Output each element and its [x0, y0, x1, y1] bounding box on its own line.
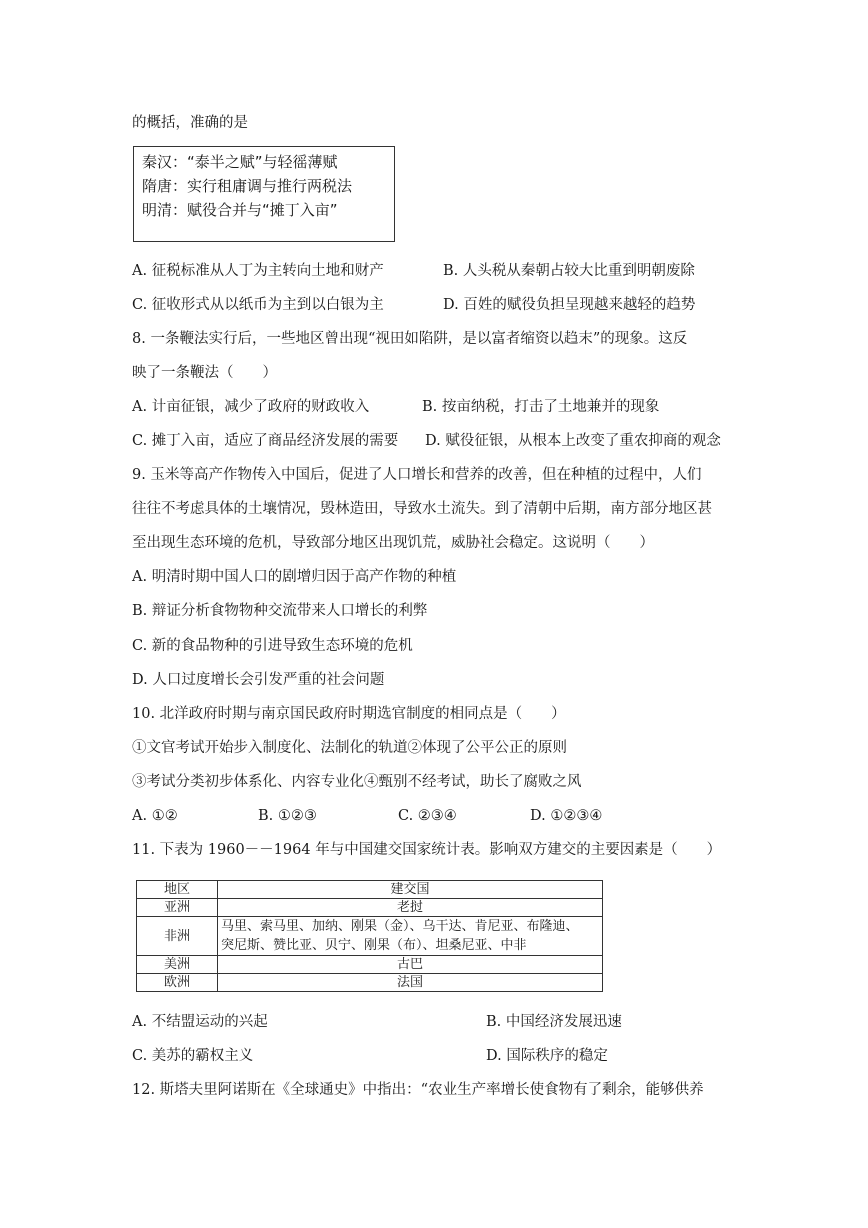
- table-header-row: [137, 881, 603, 899]
- table-cell-countries: 老挝: [218, 899, 603, 917]
- table-cell-region: 亚洲: [137, 899, 218, 917]
- q10-stem: 10. 北洋政府时期与南京国民政府时期选官制度的相同点是（ ）: [132, 706, 566, 722]
- q8-stem-line2: 映了一条鞭法（ ）: [132, 365, 277, 381]
- summary-line-suitang: 隋唐：实行租庸调与推行两税法: [142, 177, 353, 195]
- q7-option-a: A. 征税标准从人丁为主转向土地和财产: [132, 263, 384, 279]
- q8-option-c: C. 摊丁入亩，适应了商品经济发展的需要: [132, 433, 399, 449]
- summary-box: [133, 146, 395, 242]
- q8-option-b: B. 按亩纳税，打击了土地兼并的现象: [422, 399, 660, 415]
- table-cell-countries: 法国: [218, 974, 603, 992]
- table-cell-region: 非洲: [137, 917, 218, 956]
- q10-option-b: B. ①②③: [258, 808, 317, 824]
- q8-option-d: D. 赋役征银，从根本上改变了重农抑商的观念: [425, 433, 721, 449]
- diplomatic-relations-table: [136, 880, 603, 992]
- table-row: [137, 974, 603, 992]
- q9-stem-line2: 往往不考虑具体的土壤情况，毁林造田，导致水土流失。到了清朝中后期，南方部分地区甚: [132, 501, 712, 517]
- q10-option-d: D. ①②③④: [530, 808, 603, 824]
- q10-option-a: A. ①②: [132, 808, 178, 824]
- q11-option-a: A. 不结盟运动的兴起: [132, 1014, 268, 1030]
- q9-option-d: D. 人口过度增长会引发严重的社会问题: [132, 672, 385, 688]
- q10-option-c: C. ②③④: [398, 808, 457, 824]
- summary-line-mingqing: 明清：赋役合并与“摊丁入亩”: [142, 201, 338, 219]
- q7-option-c: C. 征收形式从以纸币为主到以白银为主: [132, 297, 384, 313]
- q9-stem-line1: 9. 玉米等高产作物传入中国后，促进了人口增长和营养的改善，但在种植的过程中，人们: [132, 467, 702, 483]
- q8-option-a: A. 计亩征银，减少了政府的财政收入: [132, 399, 370, 415]
- table-header-region: 地区: [137, 881, 218, 899]
- q9-option-a: A. 明清时期中国人口的剧增归因于高产作物的种植: [132, 569, 457, 585]
- summary-line-qinhan: 秦汉：“泰半之赋”与轻徭薄赋: [142, 153, 338, 171]
- q7-option-b: B. 人头税从秦朝占较大比重到明朝废除: [443, 263, 695, 279]
- q9-option-c: C. 新的食品物种的引进导致生态环境的危机: [132, 638, 413, 654]
- table-row: [137, 917, 603, 956]
- table-cell-region: 欧洲: [137, 974, 218, 992]
- table-cell-countries: [218, 917, 603, 956]
- table-row: [137, 899, 603, 917]
- q8-stem-line1: 8. 一条鞭法实行后，一些地区曾出现“视田如陷阱，是以富者缩资以趋末”的现象。这反: [132, 331, 688, 347]
- q9-option-b: B. 辩证分析食物物种交流带来人口增长的利弊: [132, 603, 428, 619]
- q10-items-line1: ①文官考试开始步入制度化、法制化的轨道②体现了公平公正的原则: [132, 740, 567, 756]
- q12-stem-line1: 12. 斯塔夫里阿诺斯在《全球通史》中指出：“农业生产率增长使食物有了剩余，能够供养: [132, 1082, 704, 1098]
- q11-option-d: D. 国际秩序的稳定: [486, 1048, 608, 1064]
- q9-stem-line3: 至出现生态环境的危机，导致部分地区出现饥荒，威胁社会稳定。这说明（ ）: [132, 535, 654, 551]
- q11-option-c: C. 美苏的霸权主义: [132, 1048, 254, 1064]
- q10-items-line2: ③考试分类初步体系化、内容专业化④甄别不经考试，助长了腐败之风: [132, 774, 582, 790]
- q7-option-d: D. 百姓的赋役负担呈现越来越轻的趋势: [443, 297, 696, 313]
- table-row: [137, 956, 603, 974]
- q11-stem: 11. 下表为 1960－－1964 年与中国建交国家统计表。影响双方建交的主要因素是（ ）: [132, 842, 722, 858]
- q11-option-b: B. 中国经济发展迅速: [486, 1014, 622, 1030]
- table-header-countries: 建交国: [218, 881, 603, 899]
- africa-countries-line1: 马里、索马里、加纳、刚果（金）、乌干达、肯尼亚、布隆迪、: [221, 919, 579, 934]
- q7-stem-tail: 的概括，准确的是: [132, 115, 248, 131]
- table-cell-countries: 古巴: [218, 956, 603, 974]
- table-cell-region: 美洲: [137, 956, 218, 974]
- africa-countries-line2: 突尼斯、赞比亚、贝宁、刚果（布）、坦桑尼亚、中非: [221, 938, 527, 953]
